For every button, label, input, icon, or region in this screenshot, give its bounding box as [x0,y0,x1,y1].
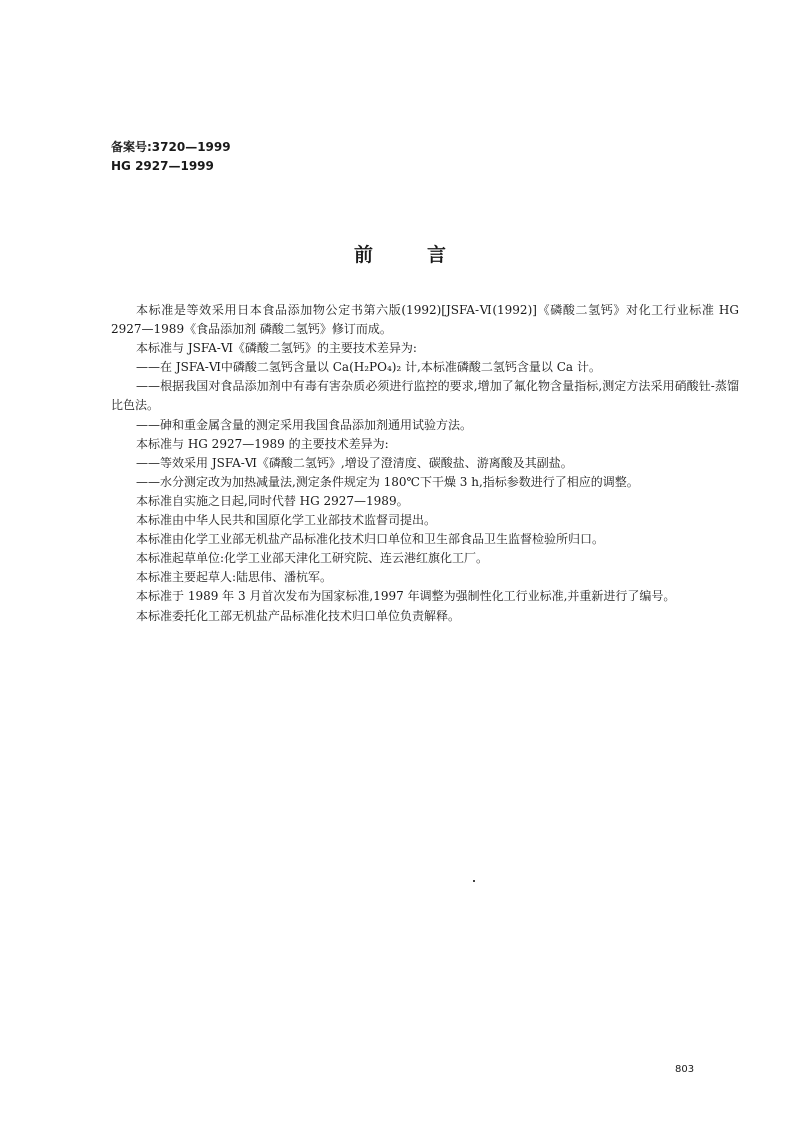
paragraph: 本标准由化学工业部无机盐产品标准化技术归口单位和卫生部食品卫生监督检验所归口。 [136,532,605,547]
paragraph: ——等效采用 JSFA-Ⅵ《磷酸二氢钙》,增设了澄清度、碳酸盐、游离酸及其副盐。 [136,455,573,470]
paragraph: 本标准主要起草人:陆思伟、潘杭军。 [136,570,333,585]
scan-speck [473,880,475,882]
paragraph: ——砷和重金属含量的测定采用我国食品添加剂通用试验方法。 [136,417,473,432]
page-title: 前言 [353,244,500,266]
paragraph: 本标准与 JSFA-Ⅵ《磷酸二氢钙》的主要技术差异为: [136,341,417,356]
paragraph: ——根据我国对食品添加剂中有毒有害杂质必须进行监控的要求,增加了氟化物含量指标,测定方法采用硝酸钍-蒸馏比色法。 [111,379,739,413]
paragraph: 本标准由中华人民共和国原化学工业部技术监督司提出。 [136,513,437,528]
paragraph: 本标准自实施之日起,同时代替 HG 2927—1989。 [136,493,409,508]
paragraph: 本标准与 HG 2927—1989 的主要技术差异为: [136,436,389,451]
paragraph: ——在 JSFA-Ⅵ中磷酸二氢钙含量以 Ca(H₂PO₄)₂ 计,本标准磷酸二氢钙含量以 Ca 计。 [136,360,601,375]
paragraph: 本标准起草单位:化学工业部天津化工研究院、连云港红旗化工厂。 [136,551,489,566]
preface-body [111,301,739,626]
paragraph: 本标准是等效采用日本食品添加物公定书第六版(1992)[JSFA-Ⅵ(1992)]《磷酸二氢钙》对化工行业标准 HG 2927—1989《食品添加剂 磷酸二氢钙》修订而成。 [111,303,739,337]
paragraph: 本标准于 1989 年 3 月首次发布为国家标准,1997 年调整为强制性化工行业标准,并重新进行了编号。 [136,589,676,604]
standard-number: HG 2927—1999 [111,159,214,173]
paragraph: 本标准委托化工部无机盐产品标准化技术归口单位负责解释。 [136,608,461,623]
page-number: 803 [675,1064,695,1075]
record-number: 备案号:3720—1999 [111,140,231,154]
paragraph: ——水分测定改为加热减量法,测定条件规定为 180℃下干燥 3 h,指标参数进行了相应的调整。 [136,474,639,489]
document-header [111,138,231,176]
